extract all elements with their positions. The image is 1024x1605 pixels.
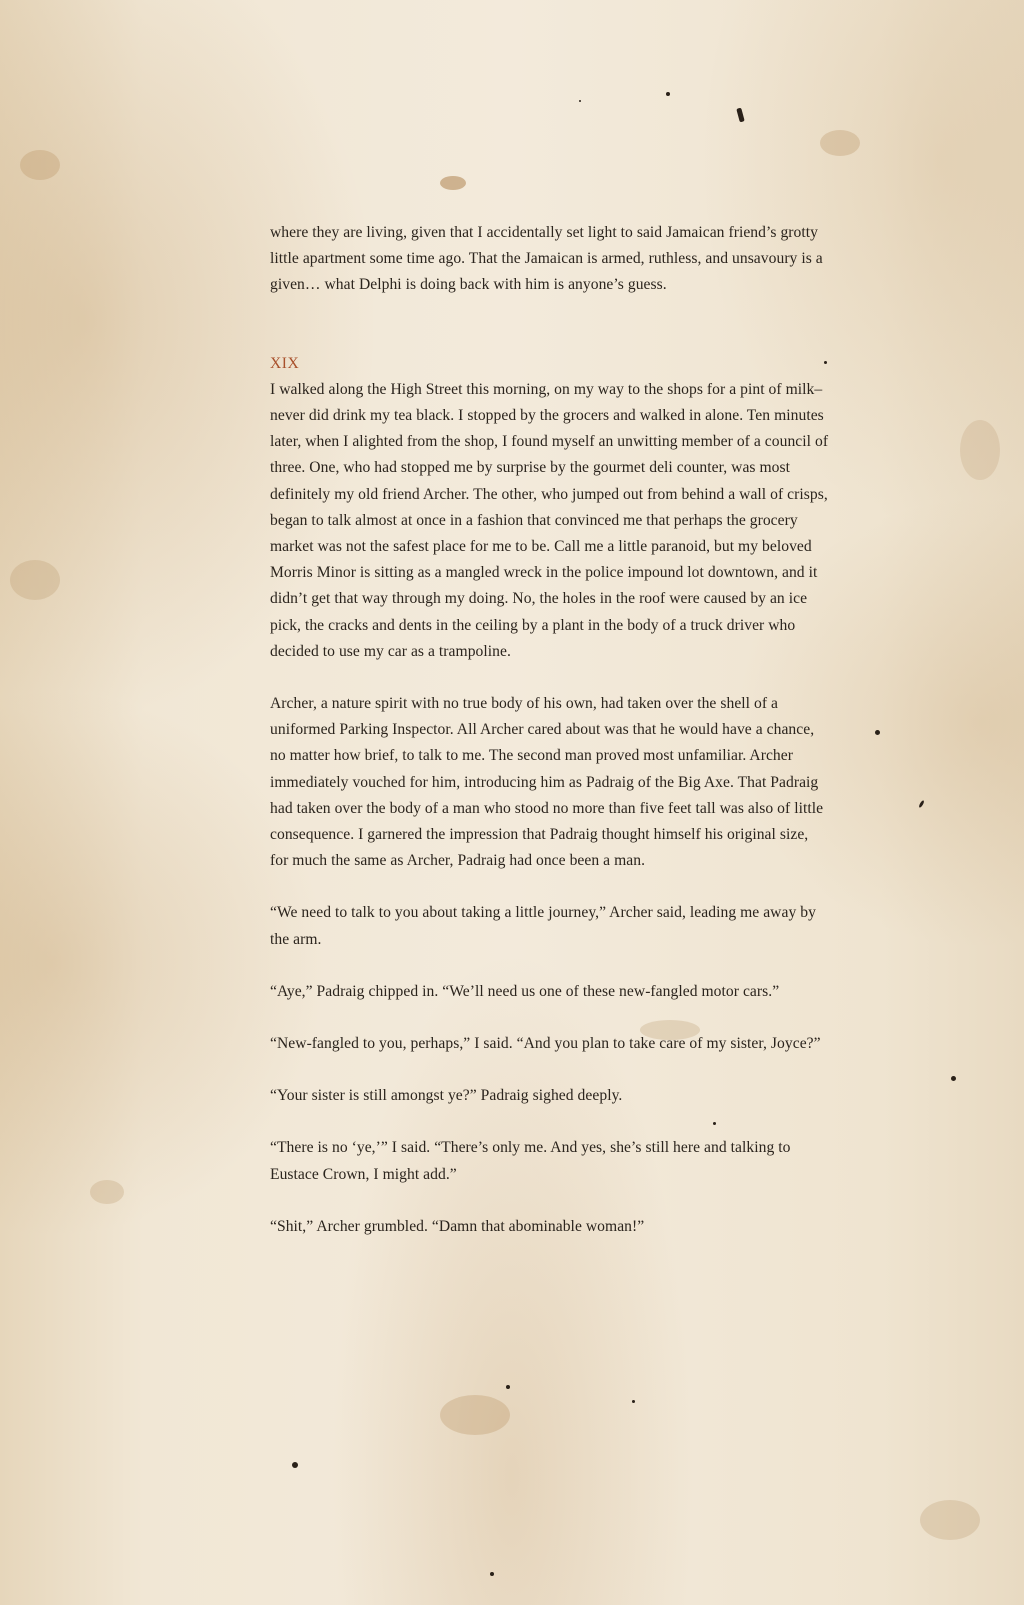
paragraph: I walked along the High Street this morning, on my way to the shops for a pint of milk–never did drink my tea black. I stopped by the grocers and walked in alone. Ten minutes later, when I alighted from the shop, I found myself an unwitting member of a council of three. One, who had stopped me by surprise by the gourmet deli counter, was most definitely my old friend Archer. The other, who jumped out from behind a wall of crisps, began to talk almost at once in a fashion that convinced me that perhaps the grocery market was not the safest place for me to be. Call me a little paranoid, but my beloved Morris Minor is sitting as a mangled wreck in the police impound lot downtown, and it didn’t get that way through my doing. No, the holes in the roof were caused by an ice pick, the cracks and dents in the ceiling by a plant in the body of a truck driver who decided to use my car as a trampoline. [270, 380, 829, 660]
paper-stain [20, 150, 60, 180]
paragraph: “There is no ‘ye,’” I said. “There’s only me. And yes, she’s still here and talking to Eustace Crown, I might add.” [270, 1139, 791, 1183]
ink-speck [736, 108, 744, 123]
ink-speck [918, 800, 925, 808]
ink-speck [632, 1400, 635, 1403]
paragraph: “Aye,” Padraig chipped in. “We’ll need us one of these new-fangled motor cars.” [270, 982, 780, 1000]
paragraph: “We need to talk to you about taking a little journey,” Archer said, leading me away by the arm. [270, 904, 816, 948]
ink-speck [951, 1076, 956, 1081]
paper-stain [920, 1500, 980, 1540]
page-text [270, 220, 830, 1240]
ink-speck [506, 1385, 510, 1389]
ink-speck [292, 1462, 298, 1468]
ink-speck [490, 1572, 494, 1576]
paper-stain [960, 420, 1000, 480]
ink-speck [579, 100, 581, 102]
paragraph: “Your sister is still amongst ye?” Padraig sighed deeply. [270, 1087, 623, 1105]
paper-stain [820, 130, 860, 156]
paper-stain [440, 176, 466, 190]
chapter-heading: XIX [270, 354, 300, 372]
ink-speck [666, 92, 670, 96]
opening-paragraph: where they are living, given that I accidentally set light to said Jamaican friend’s grotty little apartment some time ago. That the Jamaican is armed, ruthless, and unsavoury is a given… what Delphi is doing back with him is anyone’s guess. [270, 224, 823, 294]
ink-speck [875, 730, 880, 735]
paragraph: Archer, a nature spirit with no true body of his own, had taken over the shell of a uniformed Parking Inspector. All Archer cared about was that he would have a chance, no matter how brief, to talk to me. The second man proved most unfamiliar. Archer immediately vouched for him, introducing him as Padraig of the Big Axe. That Padraig had taken over the body of a man who stood no more than five feet tall was also of little consequence. I garnered the impression that Padraig thought himself his original size, for much the same as Archer, Padraig had once been a man. [270, 695, 824, 870]
paper-stain [90, 1180, 124, 1204]
paper-stain [10, 560, 60, 600]
paragraph: “Shit,” Archer grumbled. “Damn that abominable woman!” [270, 1217, 645, 1235]
paragraph: “New-fangled to you, perhaps,” I said. “And you plan to take care of my sister, Joyce?” [270, 1035, 821, 1053]
paper-stain [440, 1395, 510, 1435]
